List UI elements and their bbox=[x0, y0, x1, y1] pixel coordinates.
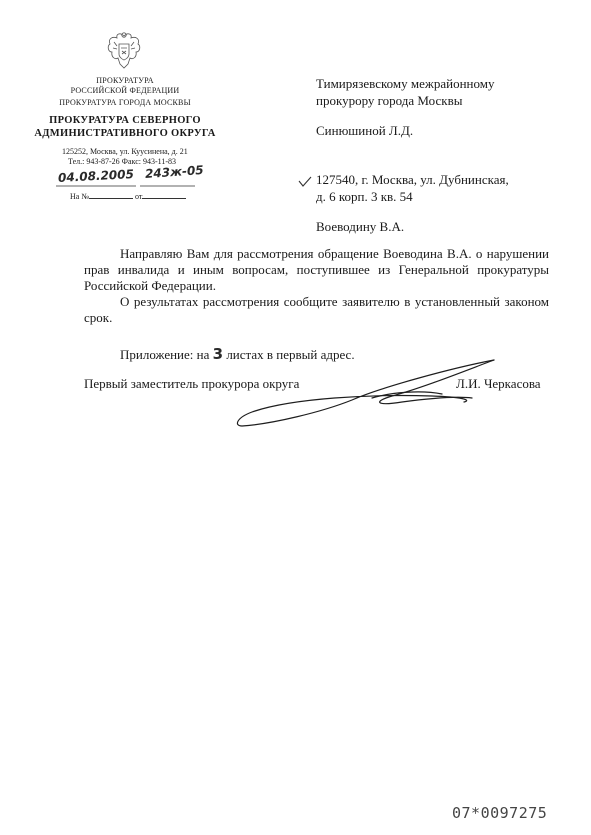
recipient-address-line2: д. 6 корп. 3 кв. 54 bbox=[316, 189, 413, 204]
reply-from-label: от bbox=[134, 192, 143, 201]
attachment-suffix: листах в первый адрес. bbox=[226, 347, 355, 362]
recipient-line1: Тимирязевскому межрайонному bbox=[316, 76, 495, 91]
signatory-name: Л.И. Черкасова bbox=[456, 376, 541, 391]
org-name-line3: ПРОКУРАТУРА ГОРОДА МОСКВЫ bbox=[59, 98, 191, 107]
number-underline bbox=[140, 184, 195, 188]
document-serial-number: 07*0097275 bbox=[452, 804, 548, 822]
reply-from-blank bbox=[142, 198, 186, 199]
body-paragraph-1: Направляю Вам для рассмотрения обращение Воеводина В.А. о нарушении прав инвалида и иным вопросам, поступившее из Генеральной прокуратуры Российской Федерации. bbox=[84, 246, 549, 293]
signatory-position: Первый заместитель прокурора округа bbox=[84, 376, 300, 391]
org-address: 125252, Москва, ул. Куусинена, д. 21 bbox=[62, 147, 188, 156]
attachment-prefix: Приложение: на bbox=[120, 347, 210, 362]
body-paragraph-2: О результатах рассмотрения сообщите заявителю в установленный законом срок. bbox=[84, 294, 549, 325]
org-phones: Тел.: 943-87-26 Факс: 943-11-83 bbox=[68, 157, 177, 166]
handwritten-signature bbox=[232, 352, 502, 432]
letter-body bbox=[84, 246, 549, 326]
recipient-person2: Воеводину В.А. bbox=[316, 219, 405, 234]
reply-reference bbox=[70, 192, 186, 202]
outgoing-number: 243ж-05 bbox=[144, 162, 205, 182]
attachment-count: 3 bbox=[212, 345, 224, 363]
reply-to-label: На № bbox=[70, 192, 89, 201]
coat-of-arms-emblem bbox=[106, 30, 142, 72]
recipient-address-line1: 127540, г. Москва, ул. Дубнинская, bbox=[316, 172, 509, 187]
outgoing-date: 04.08.2005 bbox=[57, 167, 135, 185]
recipient-person1: Синюшиной Л.Д. bbox=[316, 123, 414, 138]
org-name-line4: ПРОКУРАТУРА СЕВЕРНОГО bbox=[49, 115, 201, 126]
reply-to-blank bbox=[89, 198, 133, 199]
org-name-line5: АДМИНИСТРАТИВНОГО ОКРУГА bbox=[34, 128, 216, 139]
org-name-line1: ПРОКУРАТУРА bbox=[96, 76, 154, 85]
date-underline bbox=[56, 184, 136, 188]
checkmark-icon bbox=[298, 176, 312, 188]
org-name-line2: РОССИЙСКОЙ ФЕДЕРАЦИИ bbox=[70, 86, 180, 95]
recipient-line2: прокурору города Москвы bbox=[316, 93, 463, 108]
